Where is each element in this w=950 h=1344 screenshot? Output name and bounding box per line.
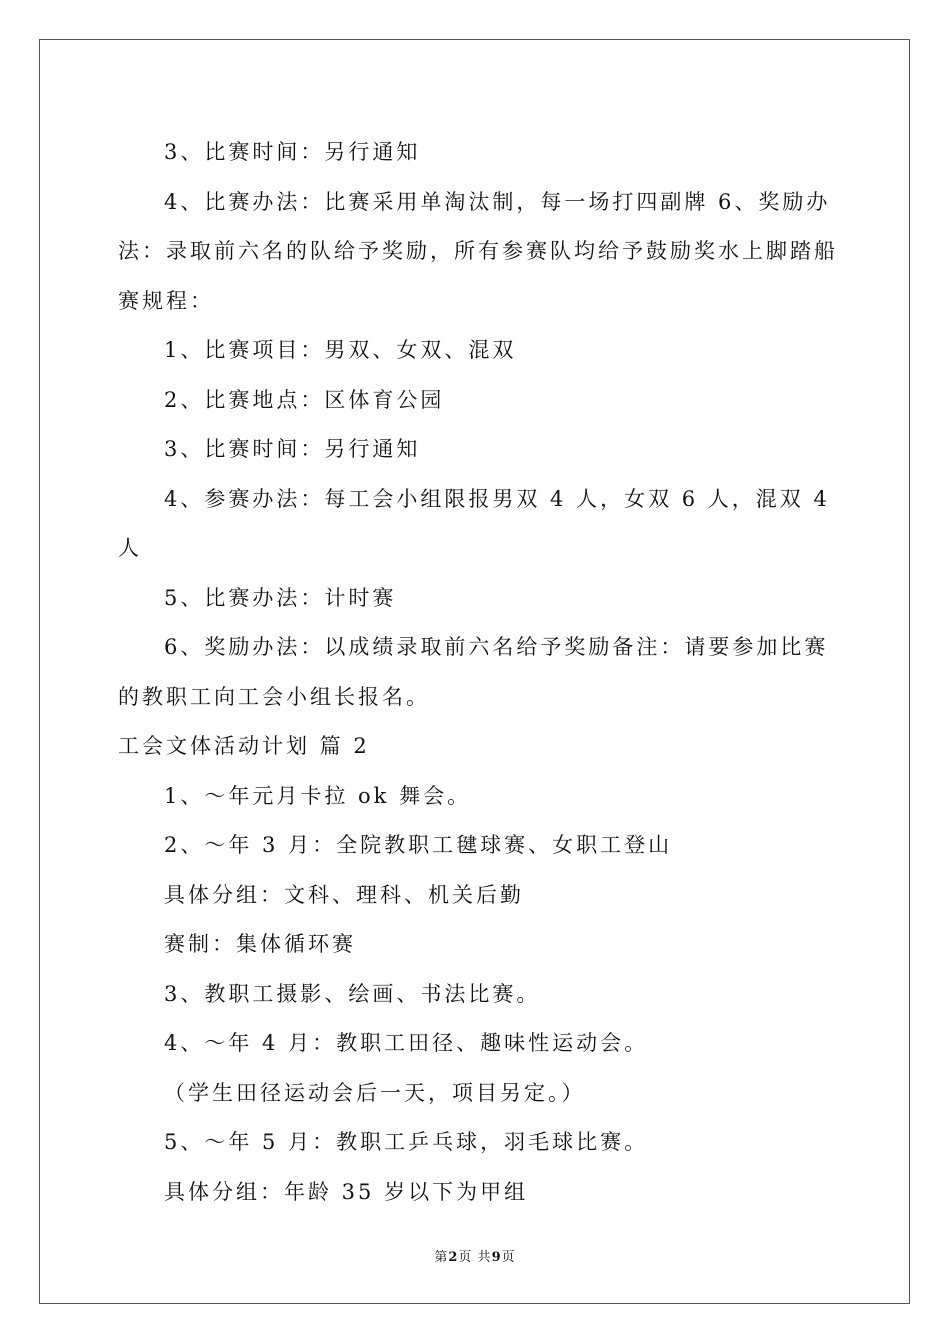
paragraph: 5、比赛办法：计时赛 bbox=[164, 585, 397, 610]
paragraph: 3、比赛时间：另行通知 bbox=[164, 140, 421, 164]
total-page-number: 9 bbox=[491, 1250, 502, 1265]
document-body bbox=[118, 128, 838, 1217]
page-suffix: 页 bbox=[501, 1250, 516, 1265]
paragraph: 具体分组：文科、理科、机关后勤 bbox=[164, 882, 524, 907]
paragraph: （学生田径运动会后一天，项目另定。） bbox=[164, 1080, 586, 1105]
page-footer bbox=[0, 1246, 950, 1265]
paragraph: 4、～年 4 月：教职工田径、趣味性运动会。 bbox=[164, 1031, 649, 1055]
paragraph: 3、教职工摄影、绘画、书法比赛。 bbox=[164, 981, 541, 1006]
paragraph: 6、奖励办法：以成绩录取前六名给予奖励备注：请要参加比赛的教职工向工会小组长报名。 bbox=[118, 635, 829, 709]
paragraph: 3、比赛时间：另行通知 bbox=[164, 437, 421, 461]
paragraph: 赛制：集体循环赛 bbox=[164, 932, 356, 956]
page-prefix: 第 bbox=[434, 1250, 449, 1265]
paragraph: 2、～年 3 月：全院教职工毽球赛、女职工登山 bbox=[164, 833, 673, 857]
paragraph: 5、～年 5 月：教职工乒乓球，羽毛球比赛。 bbox=[164, 1130, 649, 1154]
paragraph: 1、～年元月卡拉 ok 舞会。 bbox=[164, 783, 472, 808]
paragraph: 2、比赛地点：区体育公园 bbox=[164, 387, 445, 412]
paragraph: 具体分组：年龄 35 岁以下为甲组 bbox=[164, 1179, 529, 1204]
paragraph: 4、参赛办法：每工会小组限报男双 4 人，女双 6 人，混双 4 人 bbox=[118, 486, 830, 560]
paragraph: 1、比赛项目：男双、女双、混双 bbox=[164, 338, 517, 362]
paragraph: 4、比赛办法：比赛采用单淘汰制，每一场打四副牌 6、奖励办法：录取前六名的队给予奖励，所有参赛队均给予鼓励奖水上脚踏船赛规程： bbox=[118, 189, 838, 313]
section-heading: 工会文体活动计划 篇 2 bbox=[118, 734, 370, 758]
page-mid: 页 共 bbox=[458, 1250, 492, 1265]
current-page-number: 2 bbox=[448, 1250, 459, 1265]
